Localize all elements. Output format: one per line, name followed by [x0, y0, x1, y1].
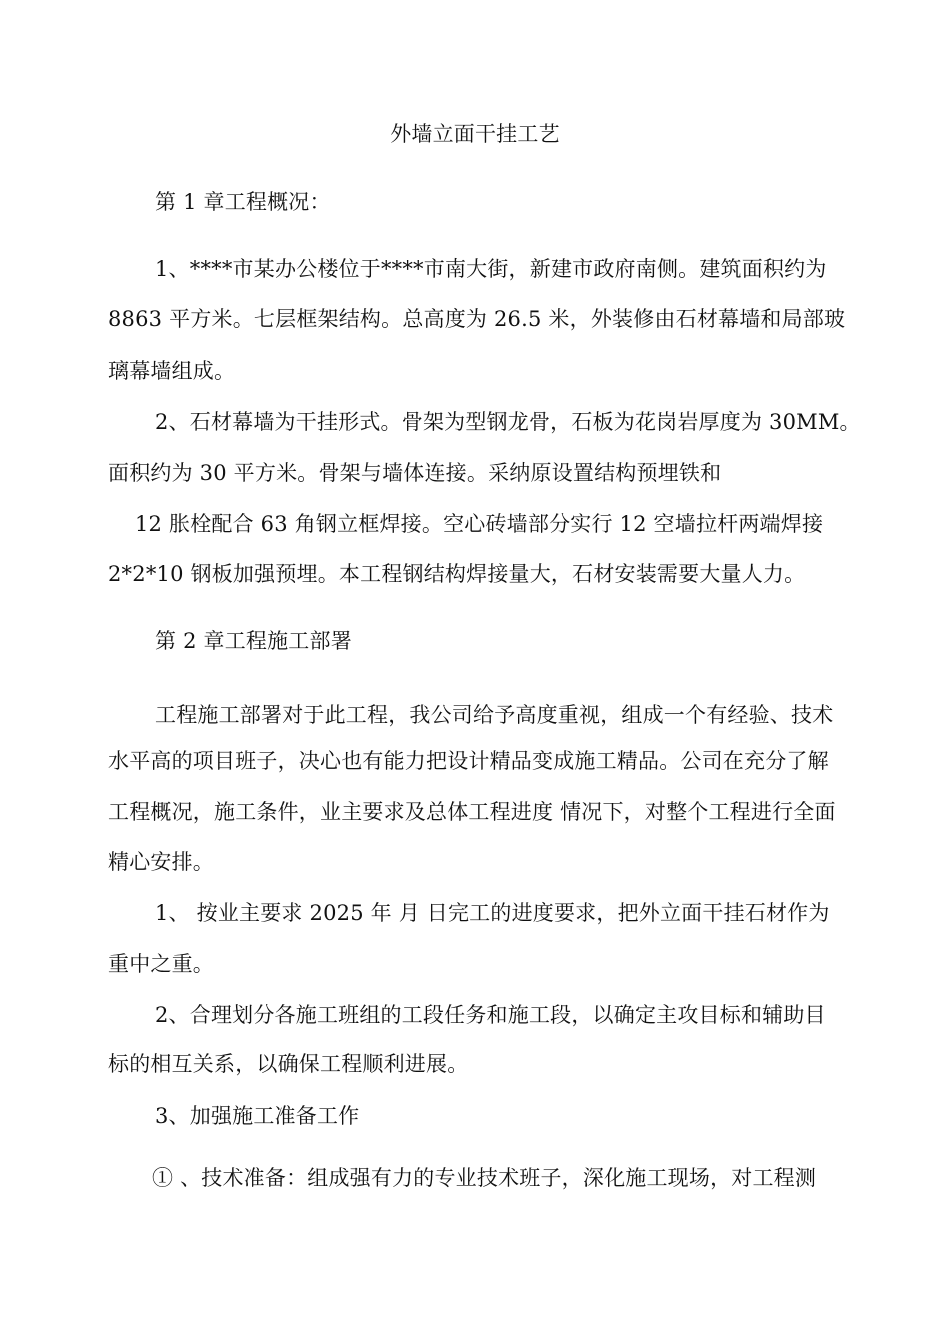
chapter2-item2-line2: 标的相互关系，以确保工程顺利进展。 [108, 1052, 469, 1076]
chapter1-p2-line3: 12 胀栓配合 63 角钢立框焊接。空心砖墙部分实行 12 空墙拉杆两端焊接 [135, 512, 824, 536]
chapter2-intro-line1: 工程施工部署对于此工程，我公司给予高度重视，组成一个有经验、技术 [155, 703, 834, 727]
chapter2-item1-line1: 1、 按业主要求 2025 年 月 日完工的进度要求，把外立面干挂石材作为 [155, 901, 830, 925]
chapter2-heading: 第 2 章工程施工部署 [155, 629, 352, 653]
chapter1-p2-line1: 2、石材幕墙为干挂形式。骨架为型钢龙骨，石板为花岗岩厚度为 30MM。 [155, 410, 861, 434]
chapter1-p1-line3: 璃幕墙组成。 [108, 359, 236, 383]
chapter2-intro-line4: 精心安排。 [108, 850, 214, 874]
chapter1-p1-line2: 8863 平方米。七层框架结构。总高度为 26.5 米，外装修由石材幕墙和局部玻 [108, 307, 846, 331]
chapter1-heading: 第 1 章工程概况： [155, 190, 331, 214]
document-title: 外墙立面干挂工艺 [390, 122, 560, 146]
chapter2-intro-line2: 水平高的项目班子，决心也有能力把设计精品变成施工精品。公司在充分了解 [108, 749, 829, 773]
chapter1-p1-line1: 1、****市某办公楼位于****市南大街，新建市政府南侧。建筑面积约为 [155, 257, 827, 281]
chapter2-intro-line3: 工程概况，施工条件，业主要求及总体工程进度 情况下，对整个工程进行全面 [108, 800, 836, 824]
chapter2-item2-line1: 2、合理划分各施工班组的工段任务和施工段，以确定主攻目标和辅助目 [155, 1003, 826, 1027]
chapter2-item3-1: ① 、技术准备：组成强有力的专业技术班子，深化施工现场，对工程测 [152, 1166, 817, 1190]
chapter1-p2-line2: 面积约为 30 平方米。骨架与墙体连接。采纳原设置结构预埋铁和 [108, 461, 722, 485]
chapter1-p2-line4: 2*2*10 钢板加强预埋。本工程钢结构焊接量大，石材安装需要大量人力。 [108, 562, 806, 586]
chapter2-item3: 3、加强施工准备工作 [155, 1104, 360, 1128]
chapter2-item1-line2: 重中之重。 [108, 952, 214, 976]
